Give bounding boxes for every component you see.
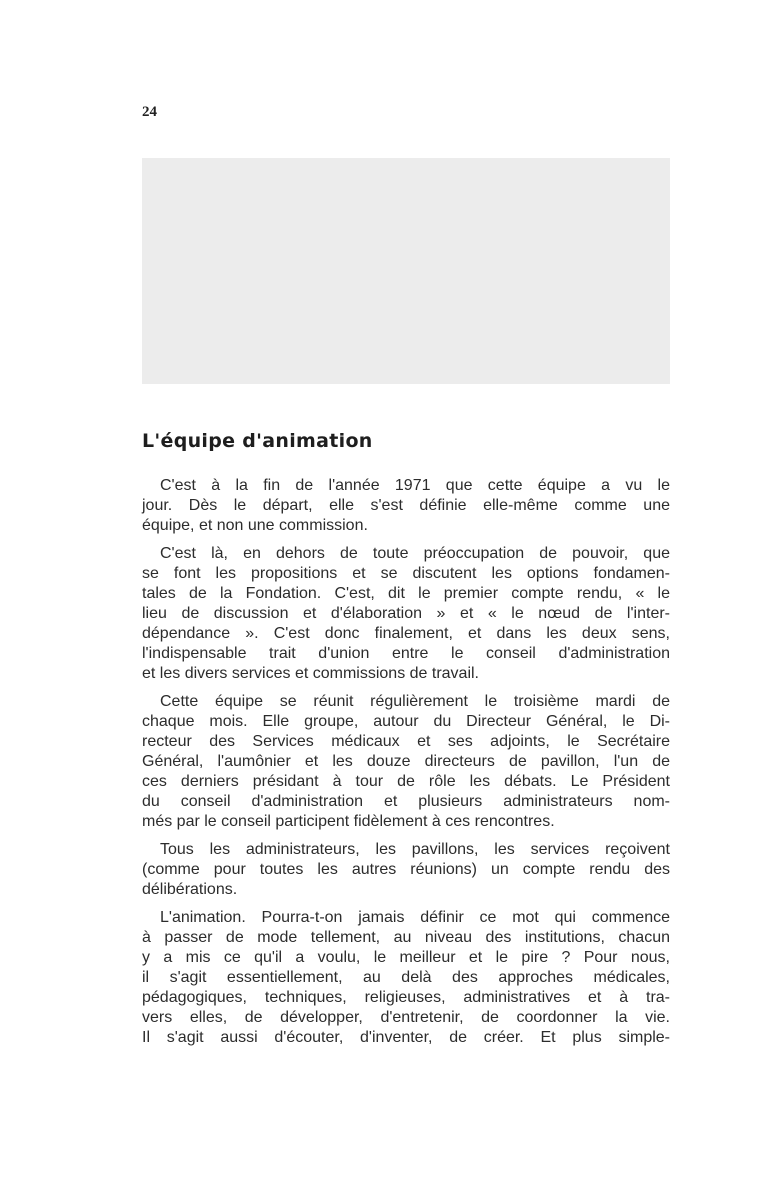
text-line: tales de la Fondation. C'est, dit le premier compte rendu, « le bbox=[142, 585, 670, 602]
text-line: y a mis ce qu'il a voulu, le meilleur et le pire ? Pour nous, bbox=[142, 949, 670, 966]
text-line: ces derniers présidant à tour de rôle les débats. Le Président bbox=[142, 773, 670, 790]
text-line: Il s'agit aussi d'écouter, d'inventer, de créer. Et plus simple- bbox=[142, 1029, 670, 1046]
text-line: més par le conseil participent fidèlement à ces rencontres. bbox=[142, 813, 555, 830]
paragraph bbox=[142, 908, 670, 1048]
text-line: du conseil d'administration et plusieurs administrateurs nom- bbox=[142, 793, 670, 810]
text-line: dépendance ». C'est donc finalement, et dans les deux sens, bbox=[142, 625, 670, 642]
page-number: 24 bbox=[142, 104, 157, 120]
text-line: chaque mois. Elle groupe, autour du Directeur Général, le Di- bbox=[142, 713, 670, 730]
text-line: à passer de mode tellement, au niveau des institutions, chacun bbox=[142, 929, 670, 946]
text-line: vers elles, de développer, d'entretenir, de coordonner la vie. bbox=[142, 1009, 670, 1026]
text-line: C'est à la fin de l'année 1971 que cette équipe a vu le bbox=[160, 477, 670, 494]
paragraph bbox=[142, 476, 670, 536]
text-line: Général, l'aumônier et les douze directeurs de pavillon, l'un de bbox=[142, 753, 670, 770]
text-line: L'animation. Pourra-t-on jamais définir ce mot qui commence bbox=[160, 909, 670, 926]
paragraph bbox=[142, 692, 670, 832]
text-line: Tous les administrateurs, les pavillons, les services reçoivent bbox=[160, 841, 670, 858]
text-line: C'est là, en dehors de toute préoccupation de pouvoir, que bbox=[160, 545, 670, 562]
text-line: Cette équipe se réunit régulièrement le troisième mardi de bbox=[160, 693, 670, 710]
body-text bbox=[142, 476, 670, 1056]
text-line: équipe, et non une commission. bbox=[142, 517, 368, 534]
paragraph bbox=[142, 544, 670, 684]
photo-placeholder bbox=[142, 158, 670, 384]
text-line: se font les propositions et se discutent les options fondamen- bbox=[142, 565, 670, 582]
text-line: jour. Dès le départ, elle s'est définie elle-même comme une bbox=[142, 497, 670, 514]
text-line: l'indispensable trait d'union entre le conseil d'administration bbox=[142, 645, 670, 662]
text-line: et les divers services et commissions de travail. bbox=[142, 665, 479, 682]
text-line: lieu de discussion et d'élaboration » et « le nœud de l'inter- bbox=[142, 605, 670, 622]
text-line: pédagogiques, techniques, religieuses, administratives et à tra- bbox=[142, 989, 670, 1006]
text-line: (comme pour toutes les autres réunions) un compte rendu des bbox=[142, 861, 670, 878]
text-line: recteur des Services médicaux et ses adjoints, le Secrétaire bbox=[142, 733, 670, 750]
text-line: il s'agit essentiellement, au delà des approches médicales, bbox=[142, 969, 670, 986]
paragraph bbox=[142, 840, 670, 900]
section-heading: L'équipe d'animation bbox=[142, 430, 373, 452]
text-line: délibérations. bbox=[142, 881, 238, 898]
